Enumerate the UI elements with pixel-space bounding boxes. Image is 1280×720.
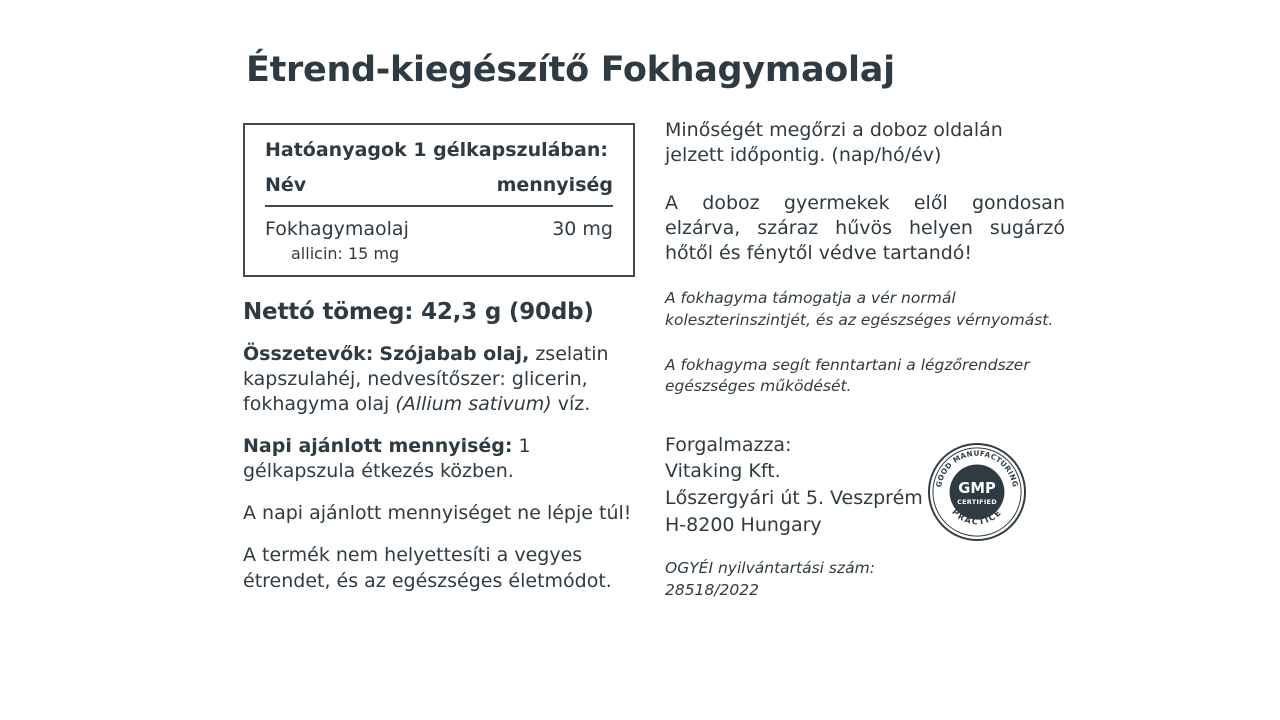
distributor-name: Vitaking Kft. (665, 460, 781, 483)
gmp-certified-seal-icon (928, 443, 1026, 541)
svg-text:PRACTICE: PRACTICE (950, 506, 1004, 527)
ingredient-amount: 30 mg (552, 218, 613, 240)
expiry-note: Minőségét megőrzi a doboz oldalán jelzett időpontig. (nap/hó/év) (665, 119, 1003, 167)
ingredients-text-2: víz. (551, 393, 591, 416)
page-title: Étrend-kiegészítő Fokhagymaolaj (246, 50, 895, 90)
daily-dose-label: Napi ajánlott mennyiség: (243, 435, 513, 458)
distributor-label: Forgalmazza: (665, 433, 792, 456)
ingredients-latin-name: (Allium sativum) (395, 393, 552, 416)
net-weight: Nettó tömeg: 42,3 g (90db) (243, 299, 594, 325)
svg-text:CERTIFIED: CERTIFIED (957, 497, 997, 506)
ogyei-label: OGYÉI nyilvántartási szám: (665, 559, 875, 578)
column-header-amount: mennyiség (496, 174, 613, 196)
storage-note: A doboz gyermekek elől gondosan elzárva, száraz hűvös helyen sugárzó hőtől és fénytől védve tartandó! (665, 191, 1065, 265)
table-row (265, 207, 613, 240)
ingredients-label: Összetevők: (243, 343, 374, 365)
ingredient-name: Fokhagymaolaj (265, 218, 409, 240)
left-column (243, 123, 635, 594)
ingredients-paragraph (243, 342, 635, 417)
daily-dose-paragraph (243, 434, 635, 484)
column-header-name: Név (265, 174, 307, 196)
ogyei-block (665, 558, 1065, 601)
daily-dose-text: 1 gélkapszula étkezés közben. (243, 435, 531, 483)
ingredients-bold-item: Szójabab olaj, (379, 343, 530, 365)
distributor-street: Lőszergyári út 5. Veszprém (665, 487, 923, 510)
ingredient-table-header (265, 174, 613, 207)
svg-text:GOOD MANUFACTURING: GOOD MANUFACTURING (934, 448, 1020, 489)
active-ingredients-table (243, 123, 635, 277)
ingredients-text-1: zselatin kapszulahéj, nedvesítőszer: glicerin, fokhagyma olaj (243, 343, 609, 416)
distributor-country: H-8200 Hungary (665, 513, 822, 536)
health-claim-cholesterol: A fokhagyma támogatja a vér normál koleszterinszintjét, és az egészséges vérnyomást. (665, 289, 1054, 329)
ogyei-number: 28518/2022 (665, 580, 759, 599)
svg-text:GMP: GMP (958, 479, 996, 497)
warning-do-not-exceed: A napi ajánlott mennyiséget ne lépje túl! (243, 502, 632, 525)
ingredient-box-heading: Hatóanyagok 1 gélkapszulában: (265, 139, 608, 161)
health-claim-respiratory: A fokhagyma segít fenntartani a légzőrendszer egészséges működését. (665, 356, 1030, 396)
ingredient-subnote: allicin: 15 mg (291, 244, 400, 263)
warning-not-substitute: A termék nem helyettesíti a vegyes étrendet, és az egészséges életmódot. (243, 544, 612, 592)
